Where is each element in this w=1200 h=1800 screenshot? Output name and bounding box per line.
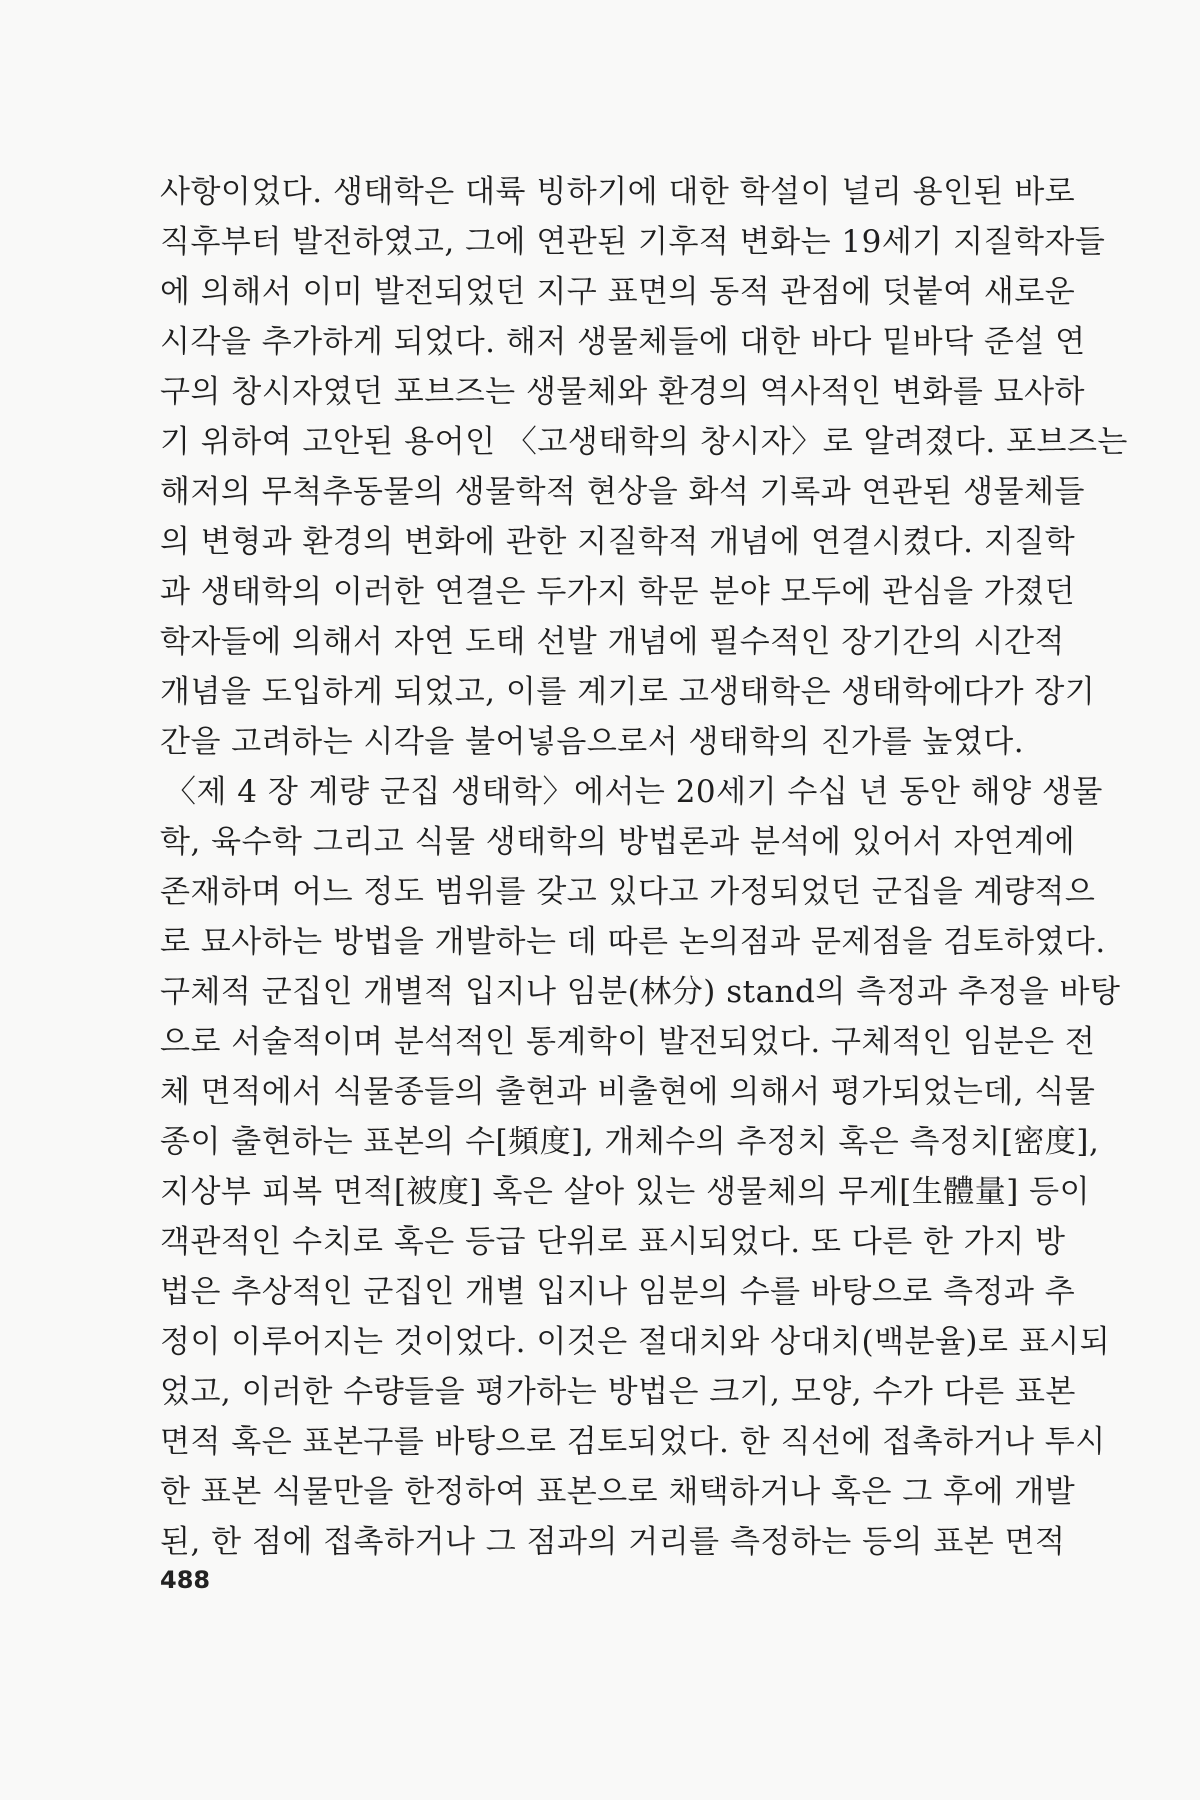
page-number: 488 (160, 1566, 211, 1594)
text-line-6: 기 위하여 고안된 용어인 〈고생태학의 창시자〉로 알려졌다. 포브즈는 (160, 424, 1128, 460)
text-line-28: 된, 한 점에 접촉하거나 그 점과의 거리를 측정하는 등의 표본 면적 (160, 1524, 1066, 1560)
text-line-25: 었고, 이러한 수량들을 평가하는 방법은 크기, 모양, 수가 다른 표본 (160, 1374, 1076, 1410)
text-line-15: 존재하며 어느 정도 범위를 갖고 있다고 가정되었던 군집을 계량적으 (160, 874, 1096, 910)
text-line-19: 체 면적에서 식물종들의 출현과 비출현에 의해서 평가되었는데, 식물 (160, 1074, 1096, 1110)
text-line-14: 학, 육수학 그리고 식물 생태학의 방법론과 분석에 있어서 자연계에 (160, 824, 1076, 860)
text-line-24: 정이 이루어지는 것이었다. 이것은 절대치와 상대치(백분율)로 표시되 (160, 1324, 1111, 1360)
text-line-13: 〈제 4 장 계량 군집 생태학〉에서는 20세기 수십 년 동안 해양 생물 (165, 774, 1103, 810)
text-line-21: 지상부 피복 면적[被度] 혹은 살아 있는 생물체의 무게[生體量] 등이 (160, 1174, 1091, 1210)
text-line-17: 구체적 군집인 개별적 입지나 임분(林分) stand의 측정과 추정을 바탕 (160, 974, 1121, 1010)
text-line-9: 과 생태학의 이러한 연결은 두가지 학문 분야 모두에 관심을 가졌던 (160, 574, 1076, 610)
text-line-5: 구의 창시자였던 포브즈는 생물체와 환경의 역사적인 변화를 묘사하 (160, 374, 1085, 410)
text-line-7: 해저의 무척추동물의 생물학적 현상을 화석 기록과 연관된 생물체들 (160, 474, 1085, 510)
text-line-12: 간을 고려하는 시각을 불어넣음으로서 생태학의 진가를 높였다. (160, 724, 1025, 760)
text-line-26: 면적 혹은 표본구를 바탕으로 검토되었다. 한 직선에 접촉하거나 투시 (160, 1424, 1106, 1460)
text-line-4: 시각을 추가하게 되었다. 해저 생물체들에 대한 바다 밑바닥 준설 연 (160, 324, 1086, 360)
text-line-22: 객관적인 수치로 혹은 등급 단위로 표시되었다. 또 다른 한 가지 방 (160, 1224, 1066, 1260)
text-line-1: 사항이었다. 생태학은 대륙 빙하기에 대한 학설이 널리 용인된 바로 (160, 174, 1076, 210)
text-line-20: 종이 출현하는 표본의 수[頻度], 개체수의 추정치 혹은 측정치[密度], (160, 1124, 1100, 1160)
text-line-18: 으로 서술적이며 분석적인 통계학이 발전되었다. 구체적인 임분은 전 (160, 1024, 1096, 1060)
text-line-11: 개념을 도입하게 되었고, 이를 계기로 고생태학은 생태학에다가 장기 (160, 674, 1096, 710)
text-line-8: 의 변형과 환경의 변화에 관한 지질학적 개념에 연결시켰다. 지질학 (160, 524, 1076, 560)
text-line-10: 학자들에 의해서 자연 도태 선발 개념에 필수적인 장기간의 시간적 (160, 624, 1065, 660)
text-line-2: 직후부터 발전하였고, 그에 연관된 기후적 변화는 19세기 지질학자들 (160, 224, 1106, 260)
text-line-3: 에 의해서 이미 발전되었던 지구 표면의 동적 관점에 덧붙여 새로운 (160, 274, 1076, 310)
text-line-23: 법은 추상적인 군집인 개별 입지나 임분의 수를 바탕으로 측정과 추 (160, 1274, 1076, 1310)
text-line-16: 로 묘사하는 방법을 개발하는 데 따른 논의점과 문제점을 검토하였다. (160, 924, 1106, 960)
text-line-27: 한 표본 식물만을 한정하여 표본으로 채택하거나 혹은 그 후에 개발 (160, 1474, 1076, 1510)
